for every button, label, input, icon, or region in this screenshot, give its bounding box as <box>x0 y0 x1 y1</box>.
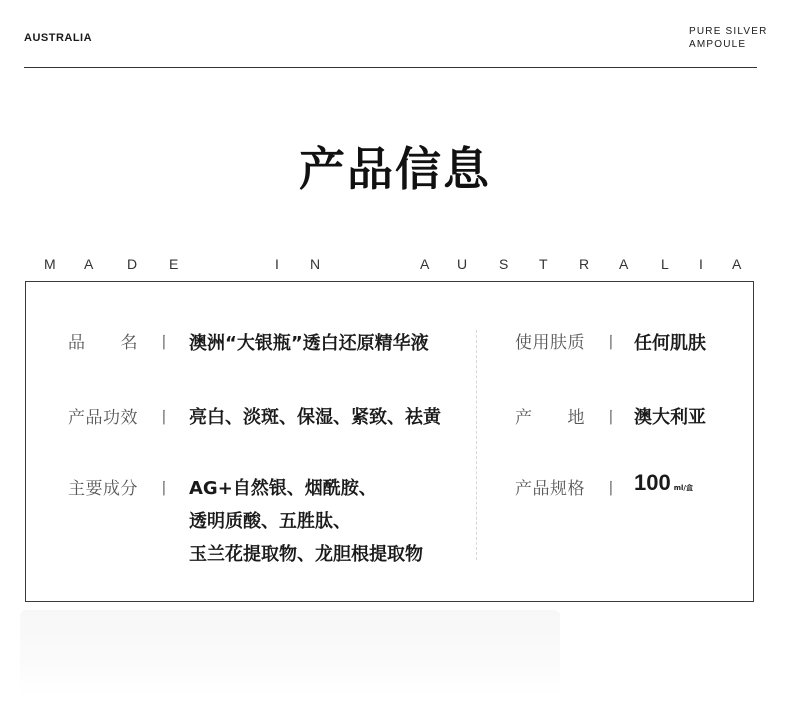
made-in-letter: A <box>84 256 94 272</box>
product-name-label: 品 名 <box>68 333 138 353</box>
skin-type-label: 使用肤质 <box>515 333 585 353</box>
ingredients-line: 透明质酸、五胜肽、 <box>189 511 351 532</box>
tagline-line-2: AMPOULE <box>689 39 747 50</box>
product-effect-value: 亮白、淡斑、保湿、紧致、祛黄 <box>189 407 441 428</box>
made-in-letter: R <box>579 256 590 272</box>
volume-unit: ml/盒 <box>673 484 693 492</box>
volume-number: 100 <box>634 470 671 495</box>
separator-pipe: 丨 <box>603 479 620 498</box>
made-in-australia-strip <box>44 256 744 272</box>
ingredients-label: 主要成分 <box>68 479 138 499</box>
made-in-letter: I <box>275 256 279 272</box>
made-in-letter: U <box>457 256 468 272</box>
faded-background-area <box>20 610 560 696</box>
made-in-letter: A <box>619 256 629 272</box>
specification-value <box>634 470 693 496</box>
specification-label: 产品规格 <box>515 479 585 499</box>
made-in-letter: T <box>539 256 548 272</box>
skin-type-value: 任何肌肤 <box>634 333 706 354</box>
made-in-letter: D <box>127 256 138 272</box>
made-in-letter: L <box>661 256 669 272</box>
origin-label: 产 地 <box>515 408 585 428</box>
made-in-letter: S <box>499 256 509 272</box>
origin-value: 澳大利亚 <box>634 407 706 428</box>
made-in-letter: A <box>420 256 430 272</box>
separator-pipe: 丨 <box>603 408 620 427</box>
tagline-line-1: PURE SILVER <box>689 26 768 37</box>
ingredients-line: AG+自然银、烟酰胺、 <box>189 478 377 499</box>
made-in-letter: A <box>732 256 742 272</box>
ingredients-line: 玉兰花提取物、龙胆根提取物 <box>189 544 423 565</box>
header-divider <box>24 67 757 68</box>
separator-pipe: 丨 <box>156 408 173 427</box>
made-in-letter: I <box>699 256 703 272</box>
product-name-value: 澳洲“大银瓶”透白还原精华液 <box>189 333 429 354</box>
page-title: 产品信息 <box>299 142 491 196</box>
separator-pipe: 丨 <box>156 333 173 352</box>
separator-pipe: 丨 <box>156 479 173 498</box>
made-in-letter: N <box>310 256 321 272</box>
column-divider <box>476 330 477 560</box>
product-effect-label: 产品功效 <box>68 408 138 428</box>
brand-label: AUSTRALIA <box>24 32 93 44</box>
product-tagline <box>689 25 768 51</box>
separator-pipe: 丨 <box>603 333 620 352</box>
made-in-letter: M <box>44 256 56 272</box>
ingredients-value <box>189 474 423 573</box>
made-in-letter: E <box>169 256 179 272</box>
